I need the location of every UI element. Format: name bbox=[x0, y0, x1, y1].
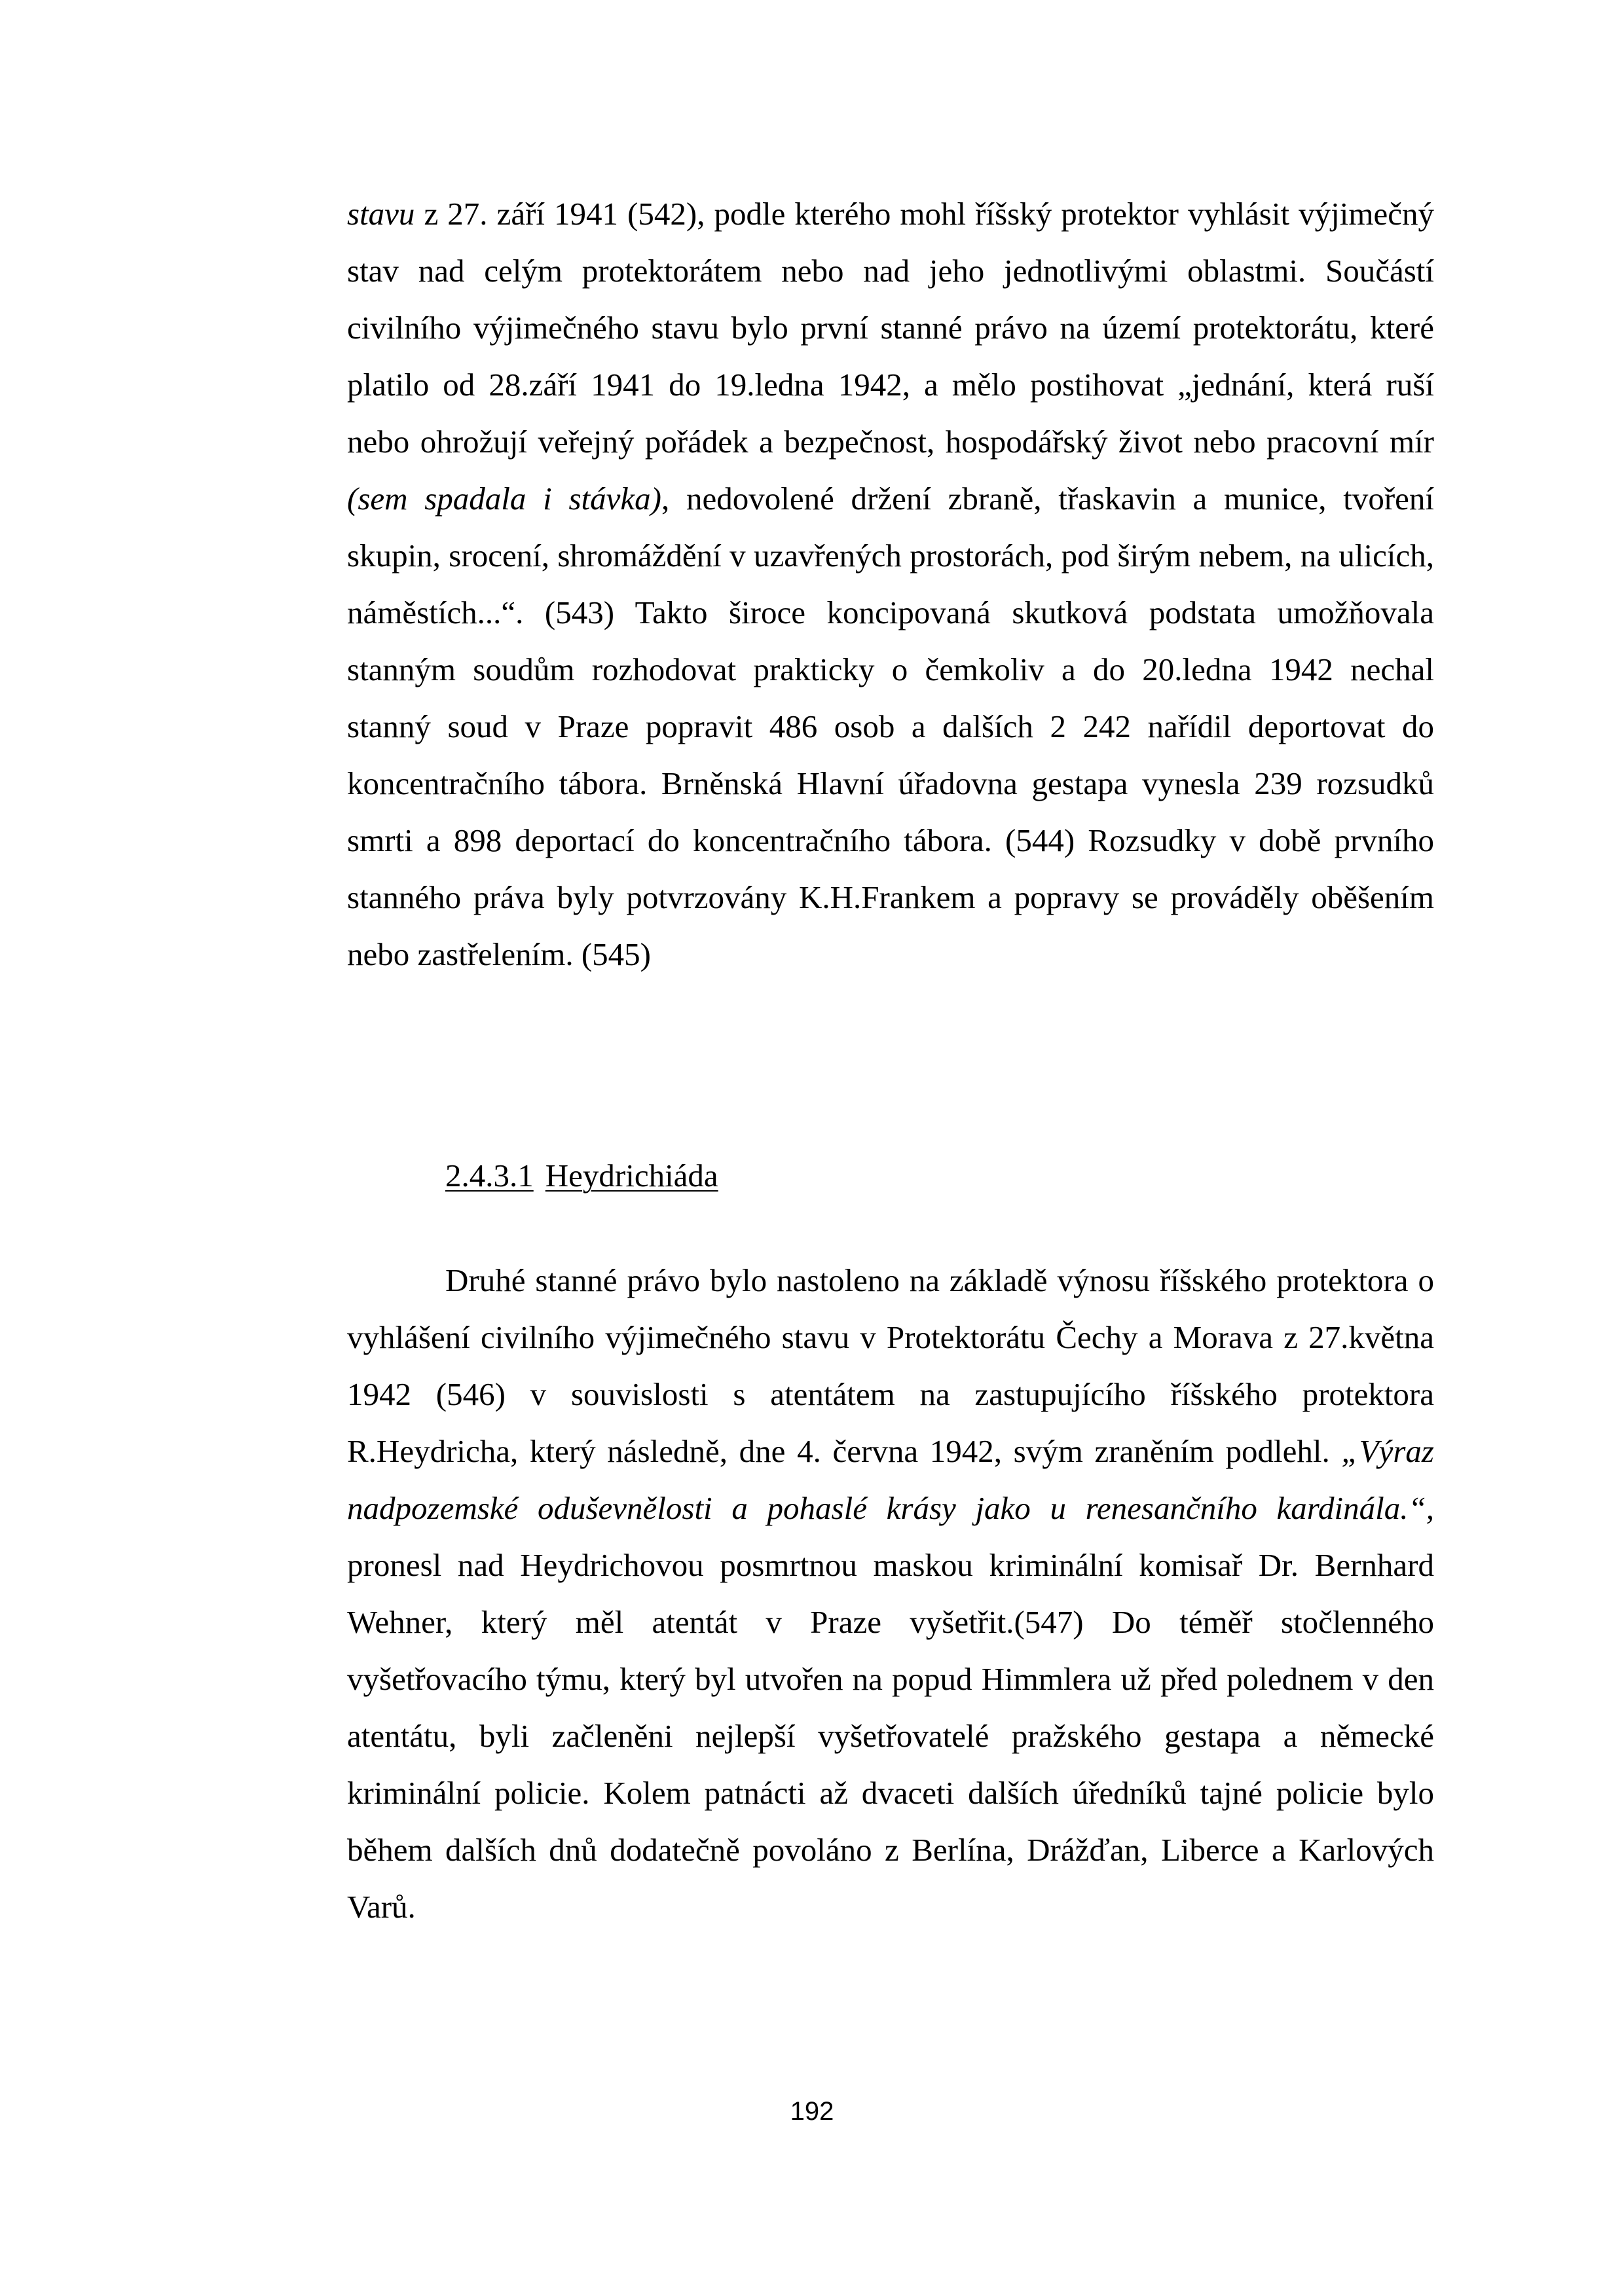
italic-quote: „Výraz nadpozemské oduševnělosti a pohaslé krásy jako u renesančního kardinála.“, bbox=[347, 1433, 1434, 1526]
section-heading bbox=[445, 1147, 718, 1204]
paragraph-text: z 27. září 1941 (542), podle kterého mohl říšský protektor vyhlásit výjimečný stav nad celým protektorátem nebo nad jeho jednotlivými oblastmi. Součástí civilního výjimečného stavu bylo první stanné právo na území protektorátu, které platilo od 28.září 1941 do 19.ledna 1942, a mělo postihovat „jednání, která ruší nebo ohrožují veřejný pořádek a bezpečnost, hospodářský život nebo pracovní mír bbox=[347, 196, 1434, 460]
paragraph-2 bbox=[347, 1252, 1434, 1935]
paragraph-1 bbox=[347, 185, 1434, 983]
paragraph-text: Druhé stanné právo bylo nastoleno na základě výnosu říšského protektora o vyhlášení civilního výjimečného stavu v Protektorátu Čechy a Morava z 27.května 1942 (546) v souvislosti s atentátem na zastupujícího říšského protektora R.Heydricha, který následně, dne 4. června 1942, svým zraněním podlehl. bbox=[347, 1262, 1434, 1469]
page-number: 192 bbox=[790, 2097, 834, 2126]
italic-note: (sem spadala i stávka) bbox=[347, 481, 661, 517]
italic-term: stavu bbox=[347, 196, 415, 232]
section-title: Heydrichiáda bbox=[545, 1157, 718, 1194]
section-number: 2.4.3.1 bbox=[445, 1157, 534, 1194]
paragraph-text: pronesl nad Heydrichovou posmrtnou maskou kriminální komisař Dr. Bernhard Wehner, který měl atentát v Praze vyšetřit.(547) Do téměř stočlenného vyšetřovacího týmu, který byl utvořen na popud Himmlera už před polednem v den atentátu, byli začleněni nejlepší vyšetřovatelé pražského gestapa a německé kriminální policie. Kolem patnácti až dvaceti dalších úředníků tajné policie bylo během dalších dnů dodatečně povoláno z Berlína, Drážďan, Liberce a Karlových Varů. bbox=[347, 1547, 1434, 1925]
paragraph-text: , nedovolené držení zbraně, třaskavin a munice, tvoření skupin, srocení, shromáždění v uzavřených prostorách, pod širým nebem, na ulicích, náměstích...“. (543) Takto široce koncipovaná skutková podstata umožňovala stanným soudům rozhodovat prakticky o čemkoliv a do 20.ledna 1942 nechal stanný soud v Praze popravit 486 osob a dalších 2 242 nařídil deportovat do koncentračního tábora. Brněnská Hlavní úřadovna gestapa vynesla 239 rozsudků smrti a 898 deportací do koncentračního tábora. (544) Rozsudky v době prvního stanného práva byly potvrzovány K.H.Frankem a popravy se prováděly oběšením nebo zastřelením. (545) bbox=[347, 481, 1434, 972]
